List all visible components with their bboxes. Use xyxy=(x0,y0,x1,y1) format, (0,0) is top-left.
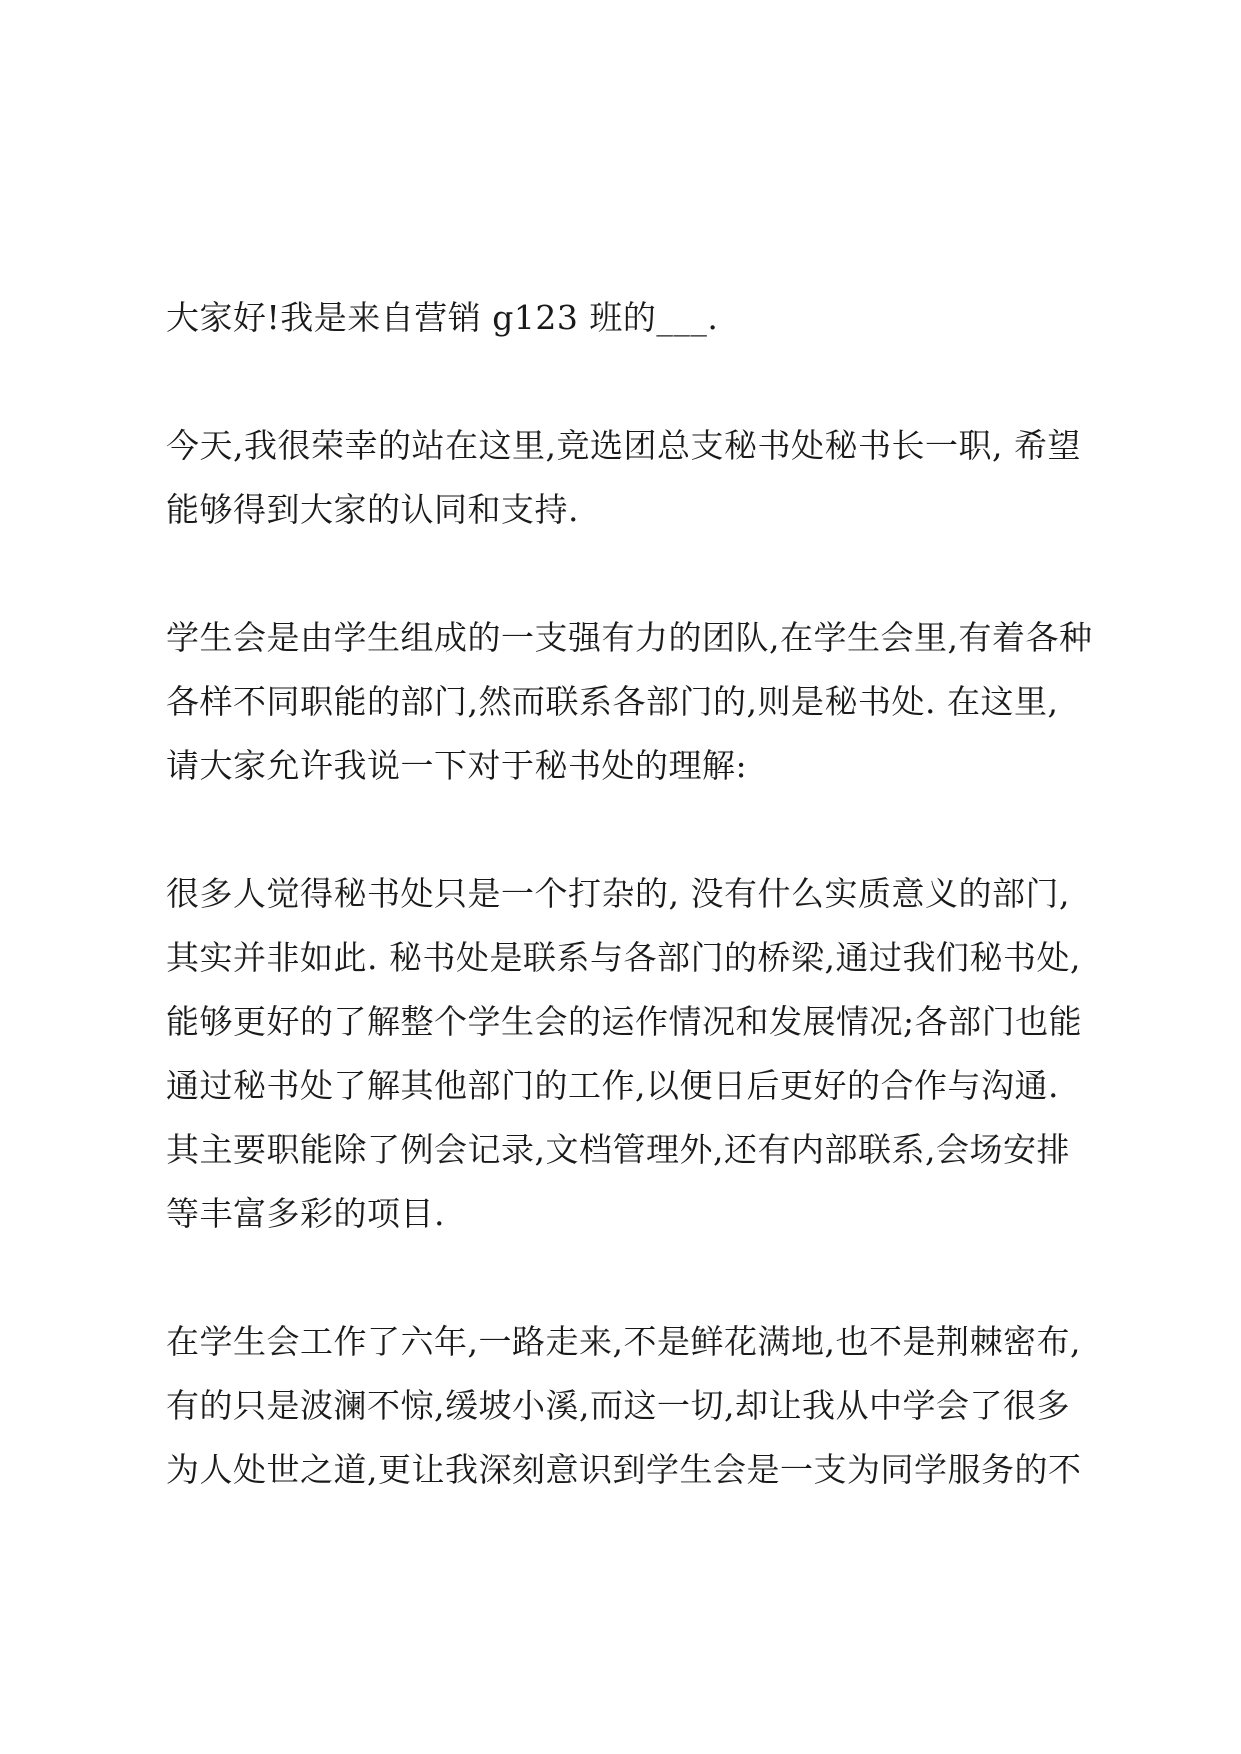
text-line: 等丰富多彩的项目. xyxy=(166,1194,445,1233)
text-line: 通过秘书处了解其他部门的工作,以便日后更好的合作与沟通. xyxy=(166,1066,1059,1105)
text-line: 为人处世之道,更让我深刻意识到学生会是一支为同学服务的不 xyxy=(166,1450,1082,1489)
text-line: 能够更好的了解整个学生会的运作情况和发展情况;各部门也能 xyxy=(166,1002,1083,1041)
paragraph-secretariat-role xyxy=(166,862,1096,1246)
text-line: 学生会是由学生组成的一支强有力的团队,在学生会里,有着各种 xyxy=(166,618,1093,657)
text-line: 大家好!我是来自营销 g123 班的___. xyxy=(166,298,719,337)
paragraph-student-union xyxy=(166,606,1096,798)
paragraph-spacer xyxy=(166,1246,1096,1310)
document-body xyxy=(166,286,1096,1502)
text-line: 各样不同职能的部门,然而联系各部门的,则是秘书处. 在这里, xyxy=(166,682,1059,721)
text-line: 有的只是波澜不惊,缓坡小溪,而这一切,却让我从中学会了很多 xyxy=(166,1386,1070,1425)
text-line: 请大家允许我说一下对于秘书处的理解: xyxy=(166,746,748,785)
text-line: 其实并非如此. 秘书处是联系与各部门的桥梁,通过我们秘书处, xyxy=(166,938,1081,977)
text-line: 在学生会工作了六年,一路走来,不是鲜花满地,也不是荆棘密布, xyxy=(166,1322,1081,1361)
text-line: 其主要职能除了例会记录,文档管理外,还有内部联系,会场安排 xyxy=(166,1130,1070,1169)
paragraph-greeting xyxy=(166,286,1096,350)
paragraph-spacer xyxy=(166,542,1096,606)
paragraph-campaign xyxy=(166,414,1096,542)
text-line: 今天,我很荣幸的站在这里,竞选团总支秘书处秘书长一职, 希望 xyxy=(166,426,1081,465)
paragraph-experience xyxy=(166,1310,1096,1502)
text-line: 很多人觉得秘书处只是一个打杂的, 没有什么实质意义的部门, xyxy=(166,874,1070,913)
text-line: 能够得到大家的认同和支持. xyxy=(166,490,579,529)
paragraph-spacer xyxy=(166,350,1096,414)
paragraph-spacer xyxy=(166,798,1096,862)
